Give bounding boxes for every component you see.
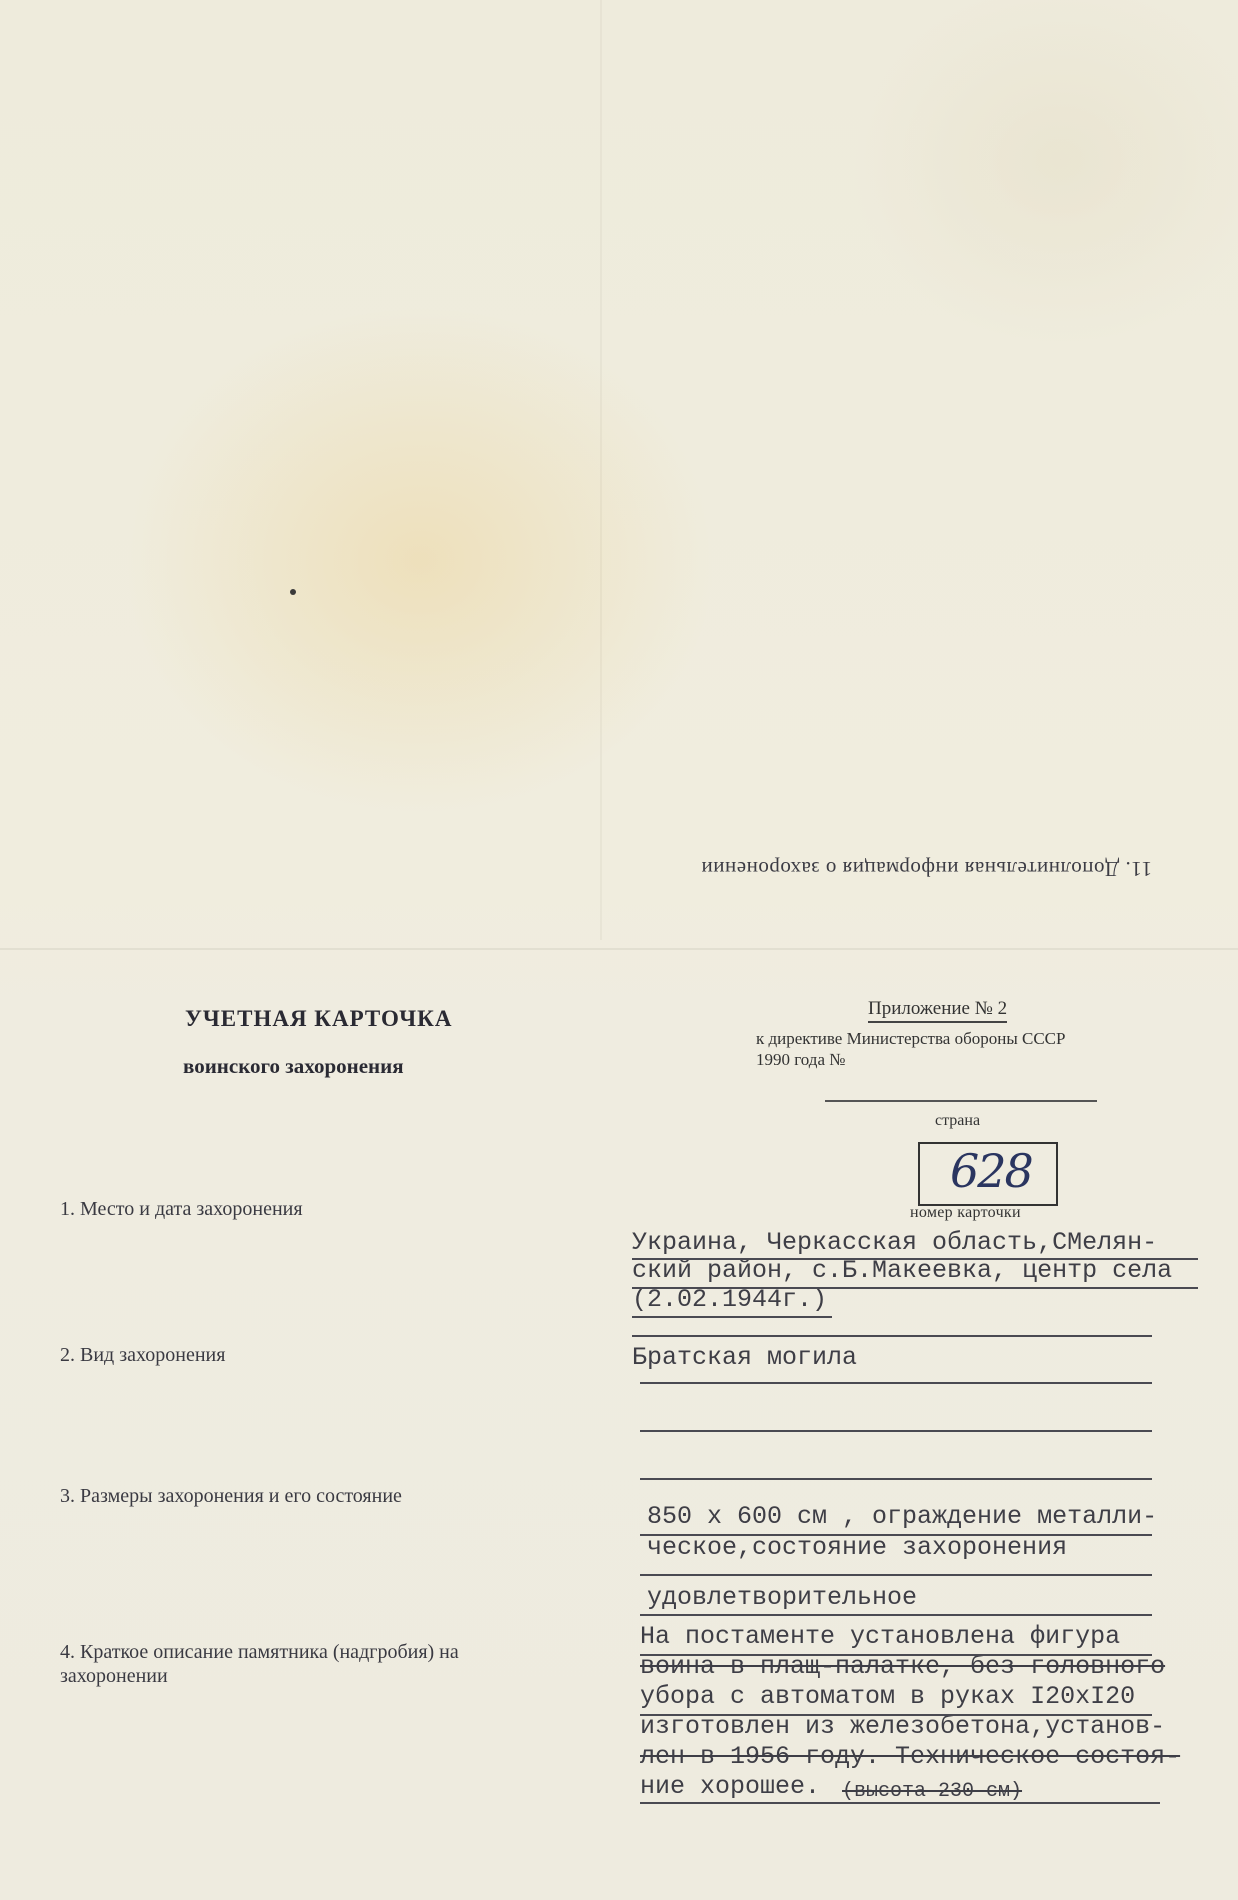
field-4-label: 4. Краткое описание памятника (надгробия) на захоронении — [60, 1641, 459, 1687]
card-number-label: номер карточки — [910, 1204, 1021, 1221]
field-4-rule — [640, 1802, 1160, 1804]
field-1-line-1: Украина, Черкасская область,СМелян- — [632, 1228, 1158, 1257]
country-label: страна — [935, 1112, 981, 1129]
field-2-rule — [640, 1478, 1152, 1480]
directive-text: к директиве Министерства обороны СССР 1990 года № — [756, 1029, 1066, 1069]
paper-fold-horizontal — [0, 948, 1238, 950]
field-1-rule — [632, 1335, 1152, 1337]
field-4-line-3: убора с автоматом в руках I20хI20 — [640, 1682, 1136, 1711]
field-3-line-3: удовлетворительное — [647, 1583, 918, 1612]
field-1-line-3: (2.02.1944г.) — [632, 1285, 828, 1314]
field-3-label: 3. Размеры захоронения и его состояние — [60, 1485, 402, 1507]
field-3-rule — [640, 1574, 1152, 1576]
field-1-label: 1. Место и дата захоронения — [60, 1198, 303, 1220]
field-1-rule — [632, 1258, 1198, 1260]
field-4-line-2: воина в плащ-палатке, без головного — [640, 1652, 1166, 1681]
paper-fold-vertical — [600, 0, 602, 940]
field-1-rule — [632, 1316, 832, 1318]
field-4-line-6: ние хорошее. — [640, 1772, 821, 1801]
field-4-rule — [640, 1654, 1152, 1656]
appendix-label: Приложение № 2 — [868, 998, 1007, 1023]
field-3-rule — [640, 1534, 1152, 1536]
card-subtitle: воинского захоронения — [183, 1054, 404, 1078]
card-number: 628 — [950, 1144, 1032, 1198]
field-4-line-4: изготовлен из железобетона,установ- — [640, 1712, 1166, 1741]
field-2-rule — [640, 1382, 1152, 1384]
field-3-rule — [640, 1614, 1152, 1616]
field-2-rule — [640, 1430, 1152, 1432]
field-3-line-1: 850 х 600 см , ограждение металли- — [647, 1502, 1158, 1531]
upside-down-heading: 11. Дополнительная информация о захоронении — [701, 857, 1152, 881]
ink-speck — [290, 589, 296, 595]
field-1-rule — [632, 1287, 1198, 1289]
field-2-label: 2. Вид захоронения — [60, 1344, 226, 1366]
card-title: УЧЕТНАЯ КАРТОЧКА — [185, 1006, 453, 1031]
field-4-line-5: лен в 1956 году. Техническое состоя- — [640, 1742, 1181, 1771]
field-1-line-2: ский район, с.Б.Макеевка, центр села — [632, 1256, 1173, 1285]
field-4-rule — [640, 1714, 1152, 1716]
field-3-line-2: ческое,состояние захоронения — [647, 1533, 1068, 1562]
field-2-line-1: Братская могила — [632, 1343, 858, 1372]
field-4-height-note: (высота 230 см) — [842, 1780, 1023, 1803]
country-blank-line — [825, 1100, 1097, 1102]
field-4-line-1: На постаменте установлена фигура — [640, 1622, 1121, 1651]
